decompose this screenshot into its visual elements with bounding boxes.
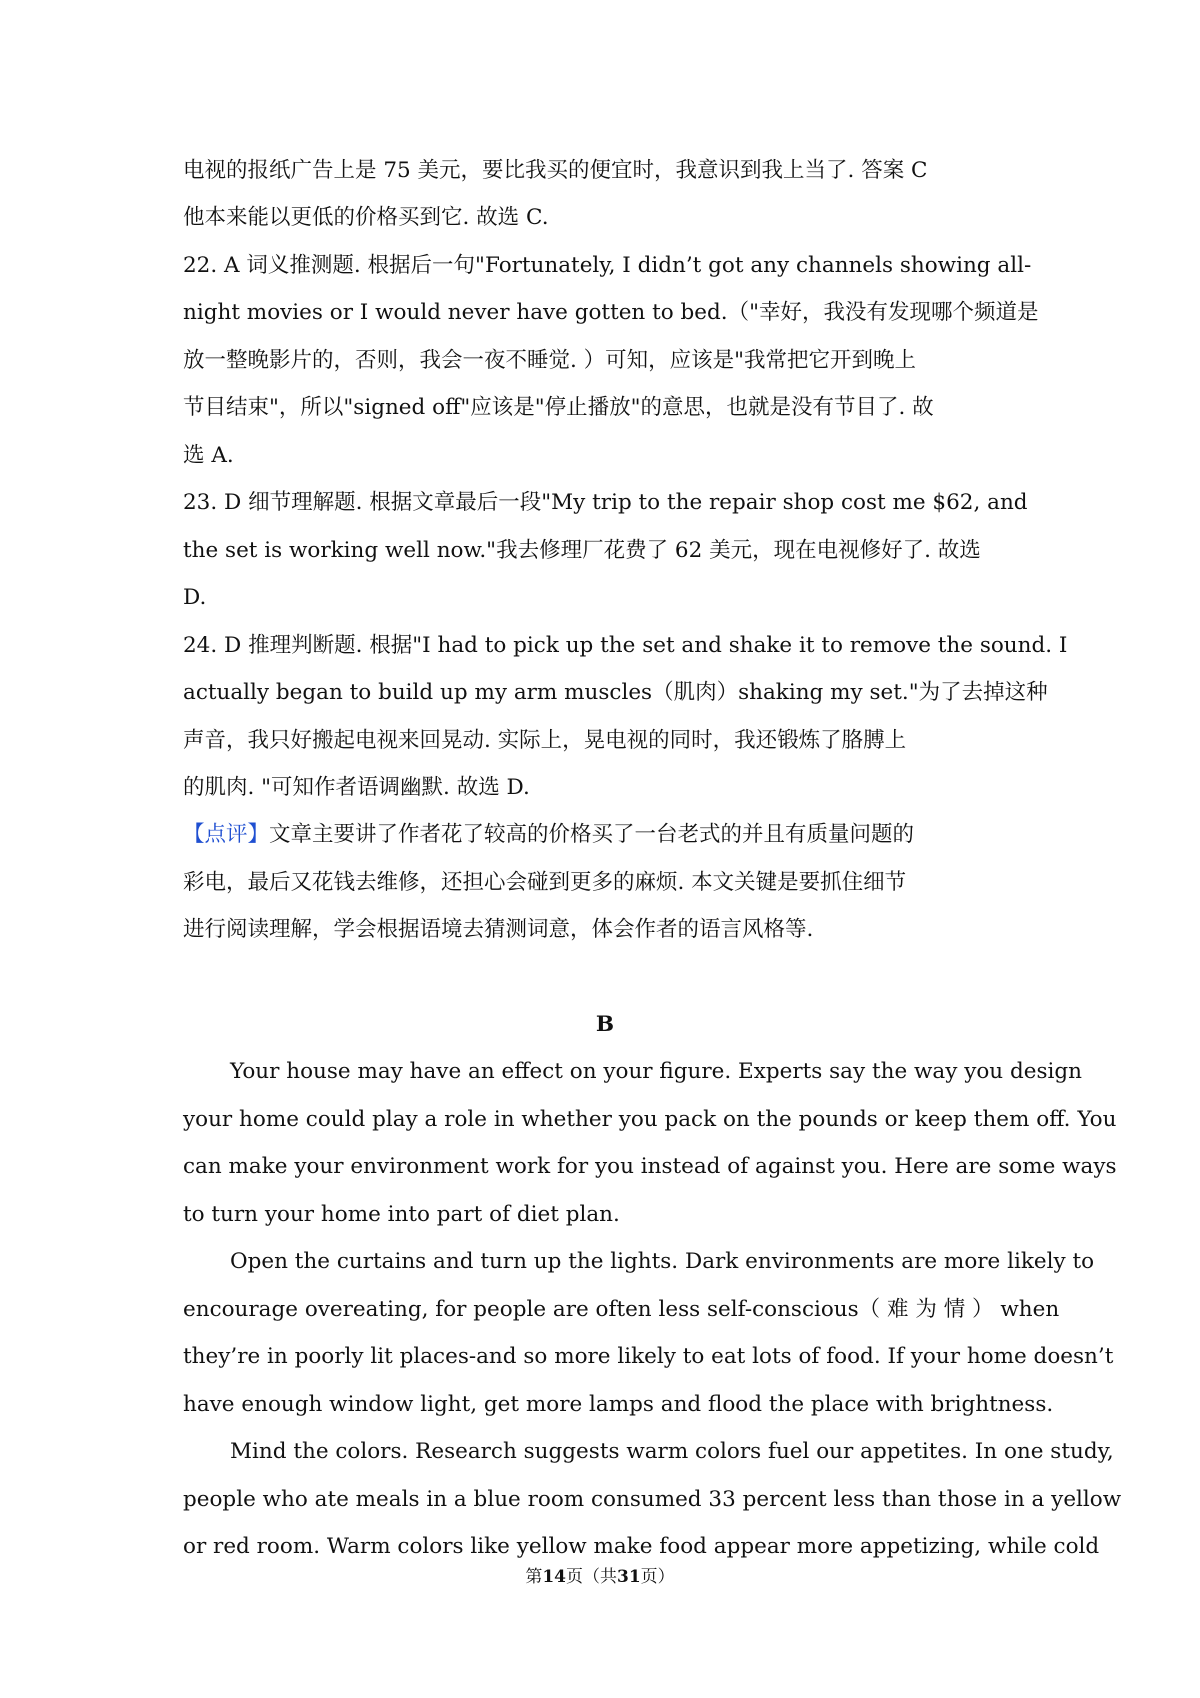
- passage-line: can make your environment work for you instead of against you. Here are some ways: [183, 1154, 1117, 1179]
- passage-line: have enough window light, get more lamps and flood the place with brightness.: [183, 1392, 1054, 1417]
- passage-line: Mind the colors. Research suggests warm colors fuel our appetites. In one study,: [230, 1439, 1114, 1464]
- answer-line: night movies or I would never have gotten to bed.（"幸好，我没有发现哪个频道是: [183, 300, 1039, 325]
- footer-page-number: 14: [542, 1567, 566, 1587]
- answer-line: the set is working well now."我去修理厂花费了 62 美元，现在电视修好了. 故选: [183, 538, 981, 563]
- page-footer: [0, 1566, 1200, 1588]
- review-text: 文章主要讲了作者花了较高的价格买了一台老式的并且有质量问题的: [269, 822, 915, 847]
- review-line: [183, 820, 1027, 850]
- answer-line: 电视的报纸广告上是 75 美元，要比我买的便宜时，我意识到我上当了. 答案 C: [183, 158, 928, 183]
- passage-line: your home could play a role in whether you pack on the pounds or keep them off. You: [183, 1107, 1117, 1132]
- answer-line: 放一整晚影片的，否则，我会一夜不睡觉. ）可知，应该是"我常把它开到晚上: [183, 348, 917, 373]
- answer-line-q23: 23. D 细节理解题. 根据文章最后一段"My trip to the repair shop cost me $62, and: [183, 490, 1028, 515]
- answer-line: 他本来能以更低的价格买到它. 故选 C.: [183, 205, 549, 230]
- answer-line: actually began to build up my arm muscles（肌肉）shaking my set."为了去掉这种: [183, 680, 1048, 705]
- answer-line: 的肌肉. "可知作者语调幽默. 故选 D.: [183, 775, 530, 800]
- review-line: 彩电，最后又花钱去维修，还担心会碰到更多的麻烦. 本文关键是要抓住细节: [183, 870, 907, 895]
- passage-line: Open the curtains and turn up the lights. Dark environments are more likely to: [230, 1249, 1095, 1274]
- passage-line: or red room. Warm colors like yellow make food appear more appetizing, while cold: [183, 1534, 1100, 1559]
- passage-line: to turn your home into part of diet plan.: [183, 1202, 620, 1227]
- passage-line: encourage overeating, for people are often less self-conscious（ 难 为 情 ） when: [183, 1297, 1060, 1322]
- passage-line: they’re in poorly lit places-and so more likely to eat lots of food. If your home doesn’t: [183, 1344, 1114, 1369]
- answer-line: 选 A.: [183, 443, 234, 468]
- footer-suffix: 页）: [640, 1567, 675, 1587]
- answer-line-q24: 24. D 推理判断题. 根据"I had to pick up the set and shake it to remove the sound. I: [183, 633, 1068, 658]
- passage-line: Your house may have an effect on your figure. Experts say the way you design: [230, 1059, 1082, 1084]
- review-tag: 【点评】: [183, 822, 270, 847]
- footer-prefix: 第: [525, 1567, 543, 1587]
- answer-line: D.: [183, 585, 207, 610]
- answer-line: 节目结束"，所以"signed off"应该是"停止播放"的意思，也就是没有节目了. 故: [183, 395, 934, 420]
- section-heading: B: [595, 1012, 615, 1037]
- footer-total-pages: 31: [617, 1567, 641, 1587]
- footer-middle: 页（共: [566, 1567, 617, 1587]
- answer-line-q22: 22. A 词义推测题. 根据后一句"Fortunately, I didn’t got any channels showing all-: [183, 253, 1032, 278]
- passage-line: people who ate meals in a blue room consumed 33 percent less than those in a yellow: [183, 1487, 1122, 1512]
- review-line: 进行阅读理解，学会根据语境去猜测词意，体会作者的语言风格等.: [183, 917, 814, 942]
- answer-line: 声音，我只好搬起电视来回晃动. 实际上，晃电视的同时，我还锻炼了胳膊上: [183, 728, 907, 753]
